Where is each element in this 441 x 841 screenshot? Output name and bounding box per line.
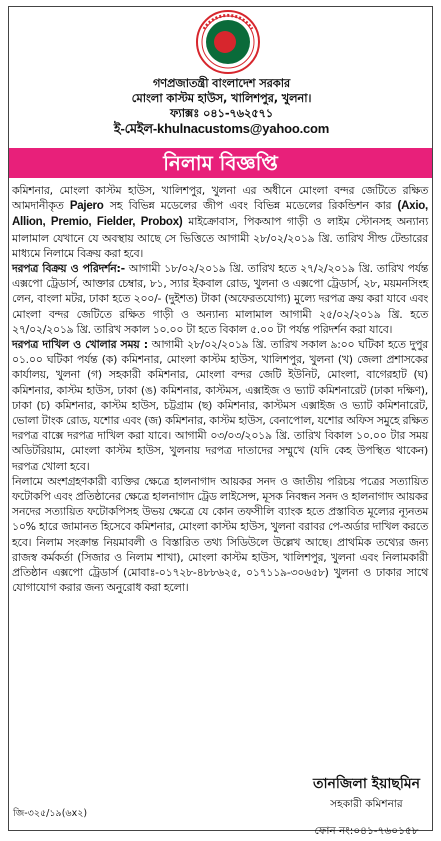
submission-heading: দরপত্র দাখিল ও খোলার সময় : <box>12 338 148 352</box>
intro-text-c: মাইক্রোবাস, পিকআপ গাড়ী ও লাইম স্টোনসহ অন্যান্য মালামাল যেখানে যে অবস্থায় আছে সে ভিত্তিতে আগামী ২৮/০২/২০১৯ খ্রি. তারিখ সীল্ড টেন্ডারের মাধ্যমে নিলামে বিক্রয় করা হবে। <box>12 215 428 260</box>
notice-title: নিলাম বিজ্ঞপ্তি <box>9 148 432 178</box>
signatory-phone: ফোন নং:০৪১-৭৬০১৫৮ <box>314 825 419 837</box>
intro-paragraph <box>12 183 428 261</box>
email-address: ই-মেইল-khulnacustoms@yahoo.com <box>113 121 330 136</box>
auction-notice <box>8 6 433 837</box>
signatory-name: তানজিলা ইয়াছমিন <box>312 776 420 792</box>
vehicle-models-list: (Axio, Allion, Premio, Fielder, Probox) <box>12 200 428 229</box>
submission-paragraph <box>12 337 428 474</box>
submission-text: আগামী ২৮/০২/২০১৯ খ্রি. তারিখ সকাল ৯:০০ ঘটিকা হতে দুপুর ০১.০০ ঘটিকা পর্যন্ত (ক) কমিশনার, মোংলা কাস্টম হাউস, খালিশপুর, খুলনা (খ) জেলা প্রশাসকের কার্যালয়, খুলনা (গ) সহকারী কমিশনার, মোংলা বন্দর জেটি ইউনিট, মোংলা, বাগেরহাট (ঘ) কমিশনার, কাস্টম হাউস, ঢাকা (ঙ) কমিশনার, কাস্টমস, এক্সাইজ ও ভ্যাট কমিশনারেট (ঢাকা দক্ষিণ), ঢাকা (চ) কমিশনার, কাস্টম হাউস, চট্টগ্রাম (ছ) কমিশনার, কাস্টমস এক্সাইজ ও ভ্যাট কমিশনারেট, ভোলা টাংক রোড, যশোর এবং (জ) কমিশনার, কাস্টম হাউস, বেনাপোল, যশোর অফিস সমুহে রক্ষিত দরপত্র বাক্সে দরপত্র দাখিল করা যাবে। আগামী ০৩/০৩/২০১৯ খ্রি. তারিখ বিকাল ১০.০০ টার সময় অডিটরিয়াম, মোংলা কাস্টম হাউস, খুলনায় দরপত্র দাতাদের সম্মুখে (যদি কেহ উপস্থিত থাকেন) দরপত্র খোলা হবে। <box>12 338 428 473</box>
fax-number: ফ্যাক্সঃ ০৪১-৭৬২৫৭১ <box>169 106 274 120</box>
vehicle-model-pajero: Pajero <box>69 200 104 213</box>
sale-text: আগামী ১৮/০২/২০১৯ খ্রি. তারিখ হতে ২৭/২/২০১৯ খ্রি. তারিখ পর্যন্ত এক্সপো ট্রেডার্স, আক্তার চেম্বার, ৮১, স্যার ইকবাল রোড, খুলনা ও এক্সপো ট্রেডার্স, ২৮, ময়মনসিংহ লেন, বাংলা মটর, ঢাকা হতে ২০০/- (দুইশত) টাকা (অফেরতযোগ্য) মুল্যে দরপত্র ক্রয় করা যাবে এবং মোংলা বন্দর জেটিতে রক্ষিত গাড়ী ও অন্যান্য মালামাল আগামী ২৫/০২/২০১৯ খ্রি. হতে ২৭/০২/২০১৯ খ্রি. তারিখ সকাল ১০.০০ টা হতে বিকাল ৫.০০ টা পর্যন্ত পরিদর্শন করা যাবে। <box>12 262 428 336</box>
intro-text-a: কমিশনার, মোংলা কাস্টম হাউস, খালিশপুর, খুলনা এর অধীনে মোংলা বন্দর জেটিতে রক্ষিত আমদানীকৃত <box>12 184 428 213</box>
government-emblem-icon <box>194 9 262 75</box>
government-name: গণপ্রজাতন্ত্রী বাংলাদেশ সরকার <box>152 76 291 90</box>
notice-body <box>12 183 428 595</box>
signatory-designation: সহকারী কমিশনার <box>330 798 403 810</box>
office-address: মোংলা কাস্টম হাউস, খালিশপুর, খুলনা। <box>131 91 312 105</box>
reference-number: জি-৩২৫/১৯(৬x২) <box>13 808 88 819</box>
sale-heading: দরপত্র বিক্রয় ও পরিদর্শন:- <box>12 262 125 276</box>
intro-text-b: সহ বিভিন্ন মডেলের জীপ এবং বিভিন্ন মডেলের রিকন্ডিশন কার <box>103 199 398 213</box>
sale-paragraph <box>12 261 428 337</box>
signature-block <box>313 772 420 841</box>
eligibility-paragraph: নিলামে অংশগ্রহণকারী ব্যক্তির ক্ষেত্রে হালনাগাদ আয়কর সনদ ও জাতীয় পরিচয় পত্রের সত্যায়িত ফটোকপি এবং প্রতিষ্ঠানের ক্ষেত্রে হালনাগাদ ট্রেড লাইসেন্স, মূসক নিবন্ধন সনদ ও হালনাগাদ আয়কর সনদের সত্যায়িত ফটোকপিসহ উভয় ক্ষেত্রে যে কোন তফসীলি ব্যাংক হতে প্রস্তাবিত মূল্যের ন্যূনতম ১০% হারে জামানত হিসেবে কমিশনার, মোংলা কাস্টম হাউস, খুলনা বরাবর পে-অর্ডার দাখিল করতে হবে। নিলাম সংক্রান্ত নিয়মাবলী ও বিস্তারিত তথ্য সিডিউলে উল্লেখ আছে। প্রাথমিক তথ্যের জন্য রাজস্ব কর্মকর্তা (সিজার ও নিলাম শাখা), মোংলা কাস্টম হাউস, খালিশপুর, খুলনা এবং নিলামকারী প্রতিষ্ঠান এক্সপো ট্রেডার্স (মোবাঃ-০১৭২৮-৪৮৮৬২৫, ০১৭১১৯-৩০৬৫৮) খুলনা ও ঢাকার সাথে যোগাযোগ করার জন্য অনুরোধ করা হলো। <box>12 474 428 595</box>
